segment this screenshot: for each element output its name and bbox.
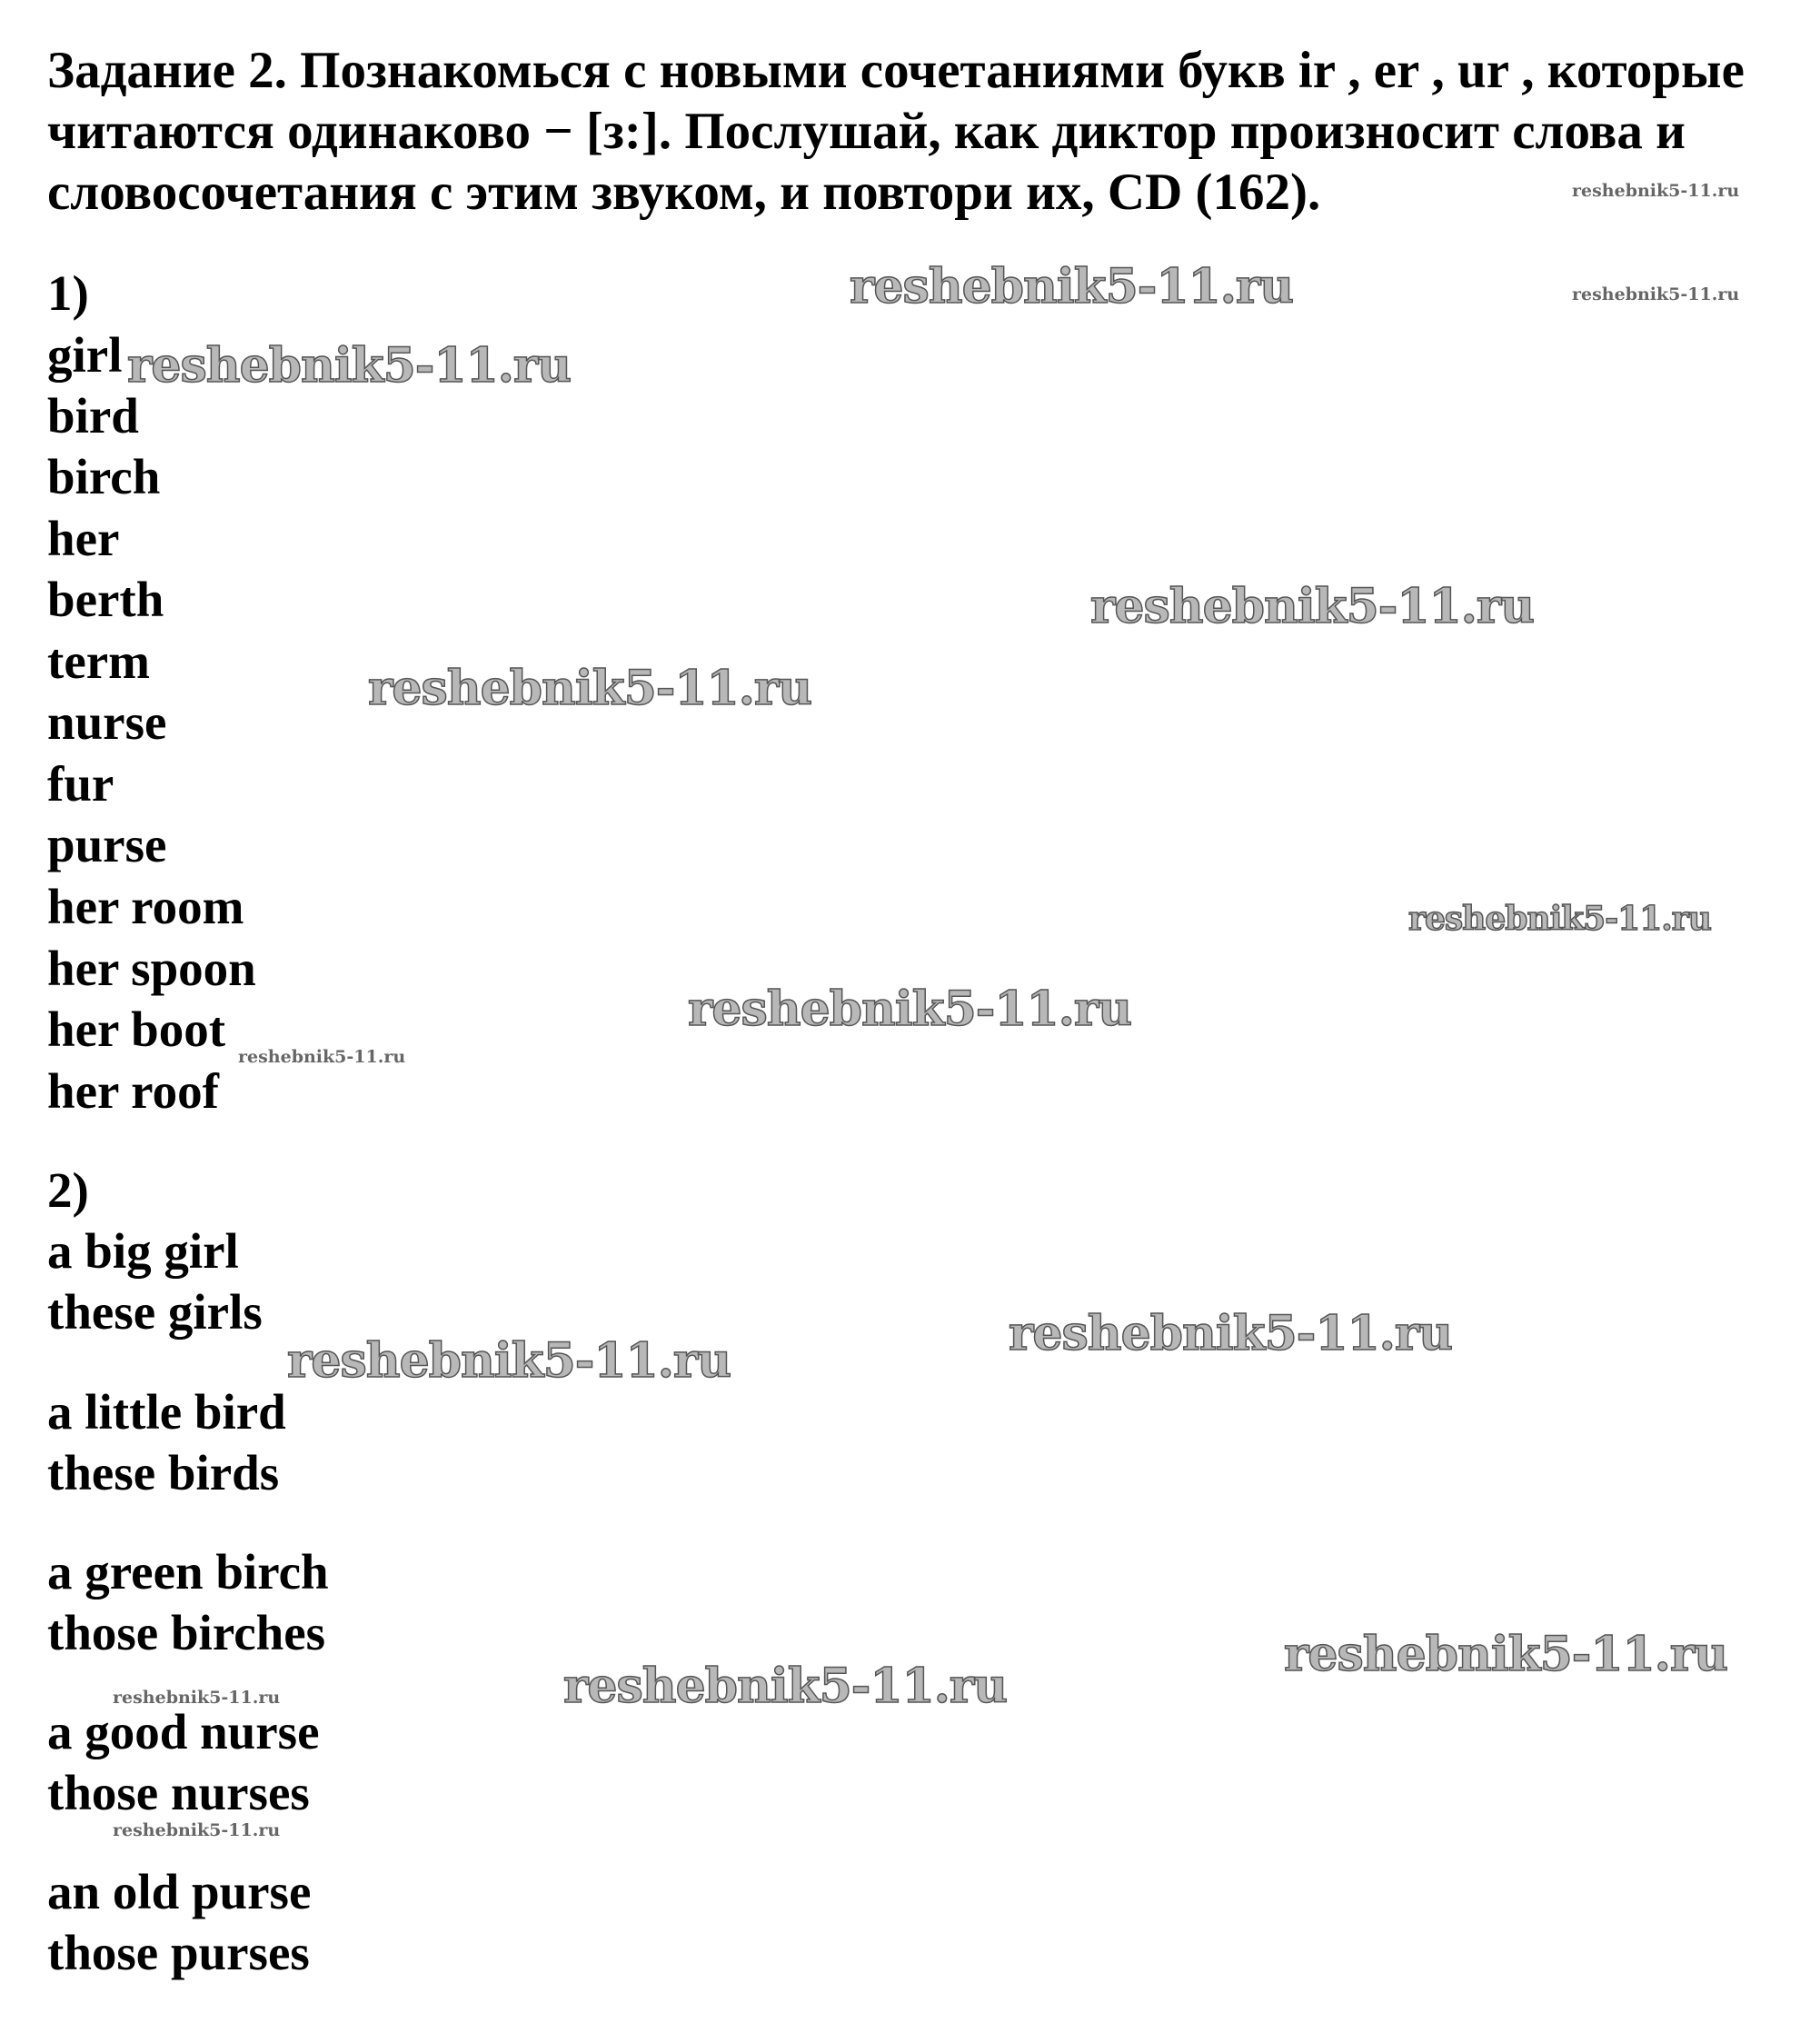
phrase-item: a little bird <box>47 1384 286 1440</box>
watermark: reshebnik5-11.ru <box>688 982 1132 1037</box>
watermark: reshebnik5-11.ru <box>287 1333 731 1389</box>
phrase-item: these birds <box>47 1445 280 1500</box>
watermark: reshebnik5-11.ru <box>127 338 572 394</box>
part1-label: 1) <box>47 265 89 321</box>
task-title-line-2: читаются одинаково − [з:]. Послушай, как диктор произносит слова и <box>47 103 1686 160</box>
phrase-item: these girls <box>47 1284 263 1340</box>
phrase-item: a big girl <box>47 1223 239 1279</box>
task-title <box>47 40 1810 223</box>
phrase-item: a green birch <box>47 1544 329 1600</box>
word-item: fur <box>47 756 114 812</box>
watermark: reshebnik5-11.ru <box>1572 284 1740 304</box>
watermark: reshebnik5-11.ru <box>1572 181 1740 201</box>
word-item: her roof <box>47 1063 219 1119</box>
watermark: reshebnik5-11.ru <box>113 1688 281 1708</box>
phrase-item: an old purse <box>47 1864 312 1919</box>
task-title-line-1: Задание 2. Познакомься с новыми сочетаниями букв ir , er , ur , которые <box>47 42 1745 99</box>
task-title-line-3: словосочетания с этим звуком, и повтори их, CD (162). <box>47 164 1321 221</box>
word-item: bird <box>47 388 139 443</box>
phrase-item: those purses <box>47 1925 310 1980</box>
phrase-item: a good nurse <box>47 1704 320 1759</box>
word-item: term <box>47 633 150 689</box>
word-item: her spoon <box>47 941 256 996</box>
watermark: reshebnik5-11.ru <box>850 259 1294 314</box>
word-item: girl <box>47 327 123 383</box>
word-item: birch <box>47 449 161 504</box>
word-item: nurse <box>47 694 167 750</box>
watermark: reshebnik5-11.ru <box>1090 579 1535 634</box>
phrase-item: those birches <box>47 1605 326 1660</box>
watermark: reshebnik5-11.ru <box>368 661 812 716</box>
word-item: her boot <box>47 1002 226 1057</box>
watermark: reshebnik5-11.ru <box>1408 900 1711 938</box>
word-item: her room <box>47 879 244 934</box>
watermark: reshebnik5-11.ru <box>563 1659 1008 1714</box>
watermark: reshebnik5-11.ru <box>113 1820 281 1840</box>
watermark: reshebnik5-11.ru <box>1284 1627 1728 1682</box>
phrase-item: those nurses <box>47 1765 310 1820</box>
watermark: reshebnik5-11.ru <box>238 1047 406 1067</box>
word-item: berth <box>47 572 164 627</box>
word-item: purse <box>47 817 167 872</box>
word-item: her <box>47 511 120 566</box>
part2-label: 2) <box>47 1162 89 1218</box>
watermark: reshebnik5-11.ru <box>1009 1306 1453 1361</box>
